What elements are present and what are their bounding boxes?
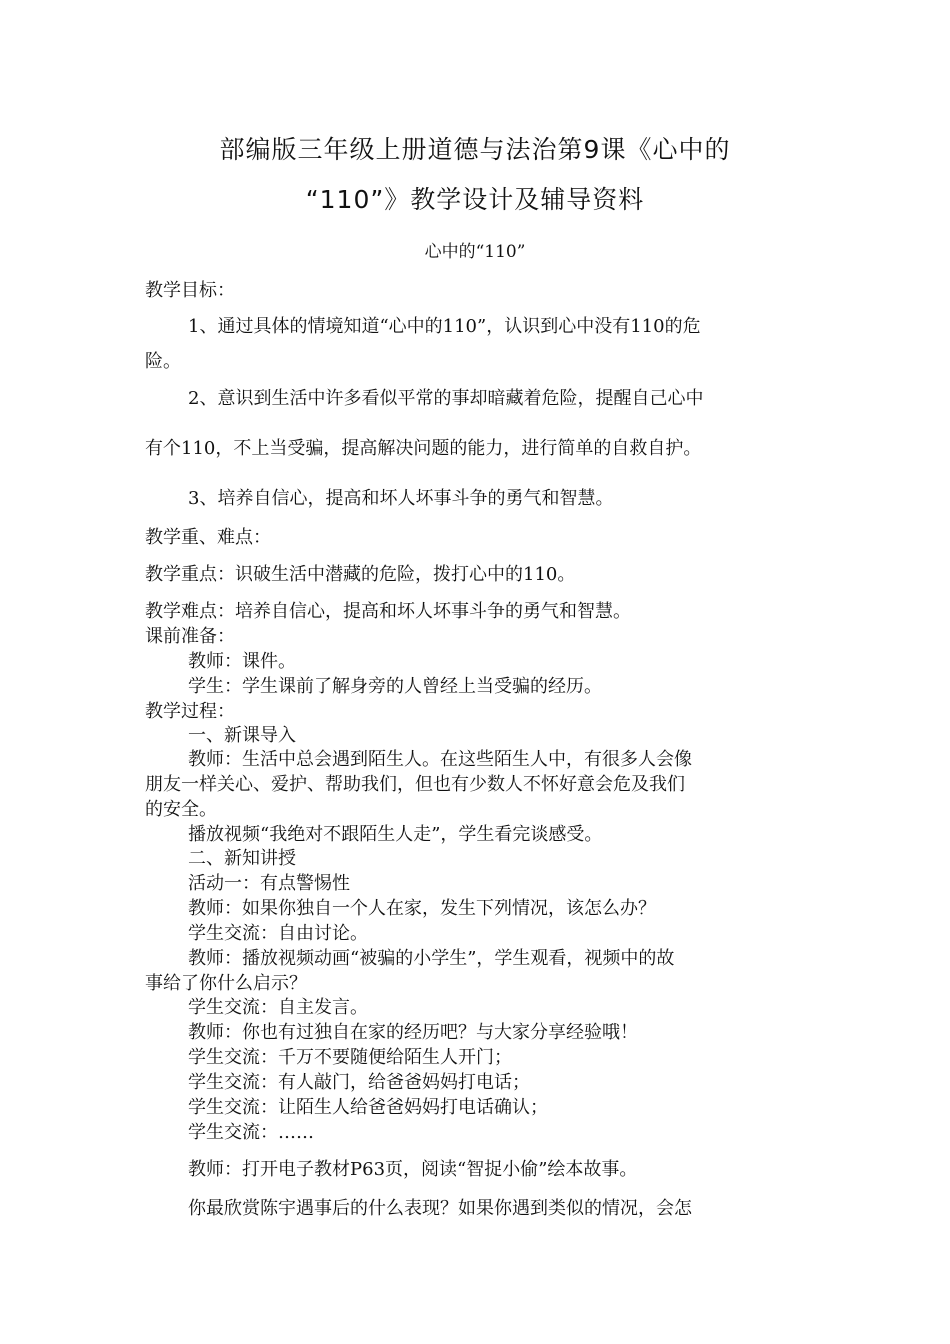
intro-line-2: 朋友一样关心、爱护、帮助我们，但也有少数人不怀好意会危及我们 [145, 774, 685, 795]
intro-line-1: 教师：生活中总会遇到陌生人。在这些陌生人中，有很多人会像 [188, 749, 692, 770]
key-point: 教学重点：识破生活中潜藏的危险，拨打心中的110。 [145, 564, 576, 585]
title-line-2: “110”》教学设计及辅导资料 [305, 185, 645, 214]
video-2-line-2: 事给了你什么启示？ [145, 973, 307, 994]
key-heading: 教学重、难点： [145, 527, 271, 548]
activity-1: 活动一：有点警惕性 [188, 873, 350, 894]
teacher-question-2: 教师：你也有过独自在家的经历吧？与大家分享经验哦！ [188, 1022, 638, 1043]
prep-heading: 课前准备： [145, 626, 235, 647]
goal-2-line-1: 2、意识到生活中许多看似平常的事却暗藏着危险，提醒自己心中 [188, 388, 704, 409]
student-answer-3: 学生交流：千万不要随便给陌生人开门； [188, 1047, 512, 1068]
subtitle: 心中的“110” [424, 242, 526, 262]
title-line-1: 部编版三年级上册道德与法治第9课《心中的 [219, 135, 731, 164]
student-answer-4: 学生交流：有人敲门，给爸爸妈妈打电话； [188, 1072, 530, 1093]
goal-1-line-1: 1、通过具体的情境知道“心中的110”，认识到心中没有110的危 [188, 316, 701, 337]
student-answer-5: 学生交流：让陌生人给爸爸妈妈打电话确认； [188, 1097, 548, 1118]
goal-2-line-2: 有个110，不上当受骗，提高解决问题的能力，进行简单的自救自护。 [145, 438, 702, 459]
student-answer-1: 学生交流：自由讨论。 [188, 923, 368, 944]
intro-line-3: 的安全。 [145, 799, 217, 820]
teacher-p63: 教师：打开电子教材P63页，阅读“智捉小偷”绘本故事。 [188, 1159, 638, 1180]
student-answer-2: 学生交流：自主发言。 [188, 997, 368, 1018]
last-line: 你最欣赏陈宇遇事后的什么表现？如果你遇到类似的情况，会怎 [188, 1198, 692, 1219]
goal-1-line-2: 险。 [145, 351, 181, 372]
difficult-point: 教学难点：培养自信心，提高和坏人坏事斗争的勇气和智慧。 [145, 601, 631, 622]
process-heading: 教学过程： [145, 701, 235, 722]
student-answer-6: 学生交流：…… [188, 1122, 314, 1143]
section-2-heading: 二、新知讲授 [188, 848, 296, 869]
video-1-line: 播放视频“我绝对不跟陌生人走”，学生看完谈感受。 [188, 824, 603, 845]
section-1-heading: 一、新课导入 [188, 725, 296, 746]
prep-teacher: 教师：课件。 [188, 651, 296, 672]
goals-heading: 教学目标： [145, 280, 235, 301]
video-2-line-1: 教师：播放视频动画“被骗的小学生”，学生观看，视频中的故 [188, 948, 675, 969]
teacher-question-1: 教师：如果你独自一个人在家，发生下列情况，该怎么办？ [188, 898, 656, 919]
goal-3: 3、培养自信心，提高和坏人坏事斗争的勇气和智慧。 [188, 488, 614, 509]
prep-student: 学生：学生课前了解身旁的人曾经上当受骗的经历。 [188, 676, 602, 697]
